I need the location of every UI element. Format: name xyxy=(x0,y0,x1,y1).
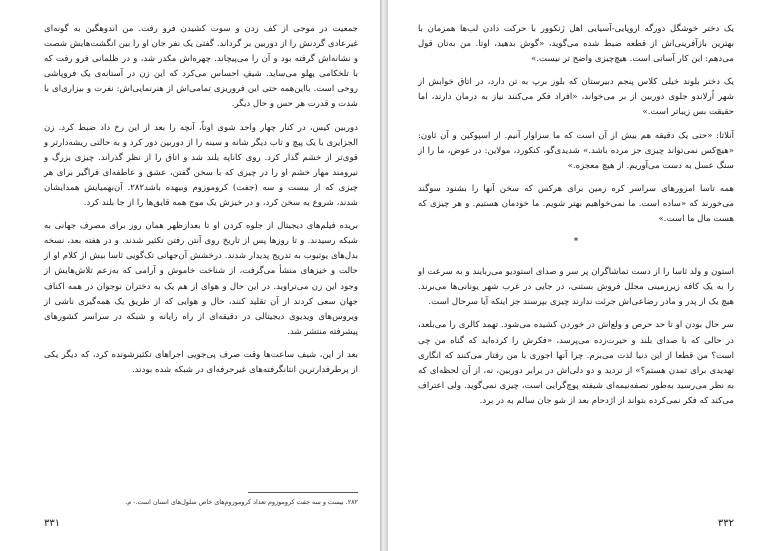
paragraph: همه تاسا امزورهای سراسر کره زمین برای هرکس که سخن آنها را بشنود سوگند می‌خورند که «ساده است. ما نمی‌خواهیم بهتر شویم. ما خودمان هستیم. و هر چیزی که هست مال ما است.» xyxy=(418,183,734,225)
section-separator: * xyxy=(573,237,579,248)
footnote-rule xyxy=(248,492,358,493)
paragraph: آنلاتا: «حتی یک دقیقه هم بیش از آن است که ما سزاوار آنیم. از اسپوکین و آن ثاون: «هیچ‌کس نمی‌تواند چیزی جز مرده باشد.» شدیدی‌گو، کنکورد، مولاین: در عوض، ما را از سنگ عسل به دست می‌آوریم. از هیچ معجزه.» xyxy=(418,130,734,171)
paragraph: سر حال بودن او تا حد حرص و ولع‌اش در خوردن کشیده می‌شود. تهمد کالری را می‌بلعد، در حالی که با صدای بلند و حیرت‌زده می‌پرسد، «فکرش را کرده‌اید که گناه من چی است؟ من قطعا از این دنیا لذت می‌برم. چرا آنها اجوری با من رفتار می‌کنند که انگاری تهدیدی برای تمدن هستم؟» از تردید و دو دلی‌اش در برابر دوربین، نه، از آن لحظه‌ای که به نظر می‌رسید به‌طور نصفه‌نیمه‌ای شیفته پوچ‌گرایی است، چیزی نمی‌گوید. ولی اعتراف می‌کند که فکر نمی‌کرده بتواند از اژدحام بعد از شو جان سالم به در برد. xyxy=(418,320,734,406)
page-number: ۳۳۲ xyxy=(717,518,734,529)
paragraph: استون و ولد ثاسا را از دست تماشاگران پر سر و صدای استودیو می‌ربایند و به سرعت او را به یک کافه زیرزمینی مجلل فروش بستنی، در جایی در غرب شهر یونانی‌ها می‌برند. هیچ یک از پدر و مادر رضاعی‌اش جرئت ندارند چیزی بپرسند جز اینکه آیا سرحال است. xyxy=(418,267,734,308)
footnote: ۲۸۲. بیست و سه جفت کروموزوم تعداد کروموزوم‌های خاص سلول‌های انسان است.- م. xyxy=(125,498,358,506)
paragraph: یک دختر خوشگل دورگه اروپایی-آسیایی اهل ژنکوور با حرکت دادن لب‌ها همزمان با بهترین بازآفرینی‌اش از قطعه ضبط شده می‌گوید، «گوش بدهید، اوتا. من به‌تان قول می‌دهم: این کار آسانی است. هیچ‌چیزی واضح تر نیست.» xyxy=(418,24,734,65)
paragraph: بریده فیلم‌های دیجیتال از جلوه کردن او تا بعدازظهر همان روز برای مصرف جهانی به شبکه رسیدند. و تا روزها پس از تاریخ روی آنتن رفتن تکثیر شدند. و در هفته بعد، نسخه بدل‌های یوتیوب به تدریج پدیدار شدند. درخشش آن‌جهانی تک‌گویی ثاسا بیش از کلام او از حالت و خیزهای منشأ می‌گرفت، از شناخت خاموش و آرامی که به‌زعم تلاش‌هایش از وجود این زن می‌تراوید. در این حال و هوای از هم یک به دختران نوجوان در همه اکناف جهان سعی کردند از آن تقلید کنند، حال و هوایی که از طریق یک همه‌گیری ناشی از ویروس‌های ویدیوی دیجیتالی در دقیقه‌ای از راه رایانه و شبکه در سراسر کشورهای پیشرفته منتشر شد. xyxy=(44,221,358,337)
paragraph: یک دختر بلوند خیلی کلاس پنجم دبیرستان که بلوز برپ به تن دارد، در اتاق خوابش از شهر اُرلاندو جلوی دوربین از بر می‌خواند، «افراد فکر می‌کنند نیاز به درمان دارند، اما حقیقت بس زیباتر است.» xyxy=(418,77,734,118)
paragraph: جمعیت در موجی از کف زدن و سوت کشیدن فرو رفت. من اندوهگین به گونه‌ای غیرعادی گردنش را از دوربین بر گرداند. گفتی یک نفر جان او را بین انگشت‌هایش شصت و نشانه‌اش گرفته بود و آن را می‌پیچاند. چهره‌اش مکدر شد، و در ظلمانی فرو رفت که با تلخکامی پهلو می‌ساید. شیفِ احساس می‌کرد که این زن در آستانه‌ی یک فروپاشی روحی است. بااین‌همه حتی این فروریزی تمامی‌اش از هنرنمایی‌اش: نفرت و بیزاری‌ای با شدت و قدرت هر حس و حال دیگر. xyxy=(44,24,358,110)
left-page-body xyxy=(44,22,358,378)
book-gutter xyxy=(380,0,388,551)
left-page xyxy=(0,0,380,551)
paragraph: بعد از این، شیف ساعت‌ها وقت صرف پی‌جویی اجراهای تکثیرشونده کرد، که دیگر یکی از پرطرفدارترین انتانگرفته‌های غیرحرفه‌ای در شبکه شده بودند. xyxy=(44,349,358,375)
paragraph: دوربین کیس، در کنار چهار واحد شوی اوتاٌ، آنچه را بعد از این رخ داد ضبط کرد. زن الجزایری با یک پیچ و تاب دیگر شانه و سینه را از دوربین دور کرد و به حالتی ریشه‌دارتر و قوی‌تر از خشم گذار کرد. روی کاناپه بلند شد و اتاق را از نظر گذراند. چیزی بزرگ و نیرومند مهار خشم او را در چیزی که با سخن گفتن، عشق و عاطفه‌ای فراگیر برای هر چیزی که از بیست و سه (جفت) کروموزوم وبیهده باشد۲۸۲. آن‌بهمیایش همدایشان شدند، شروع به سخن کرد، و در خیزش یک موج همه قایق‌ها را از جا بلند کرد. xyxy=(44,122,358,209)
page-number: ۳۳۱ xyxy=(44,518,61,529)
right-page-body xyxy=(418,22,734,409)
right-page xyxy=(388,0,768,551)
